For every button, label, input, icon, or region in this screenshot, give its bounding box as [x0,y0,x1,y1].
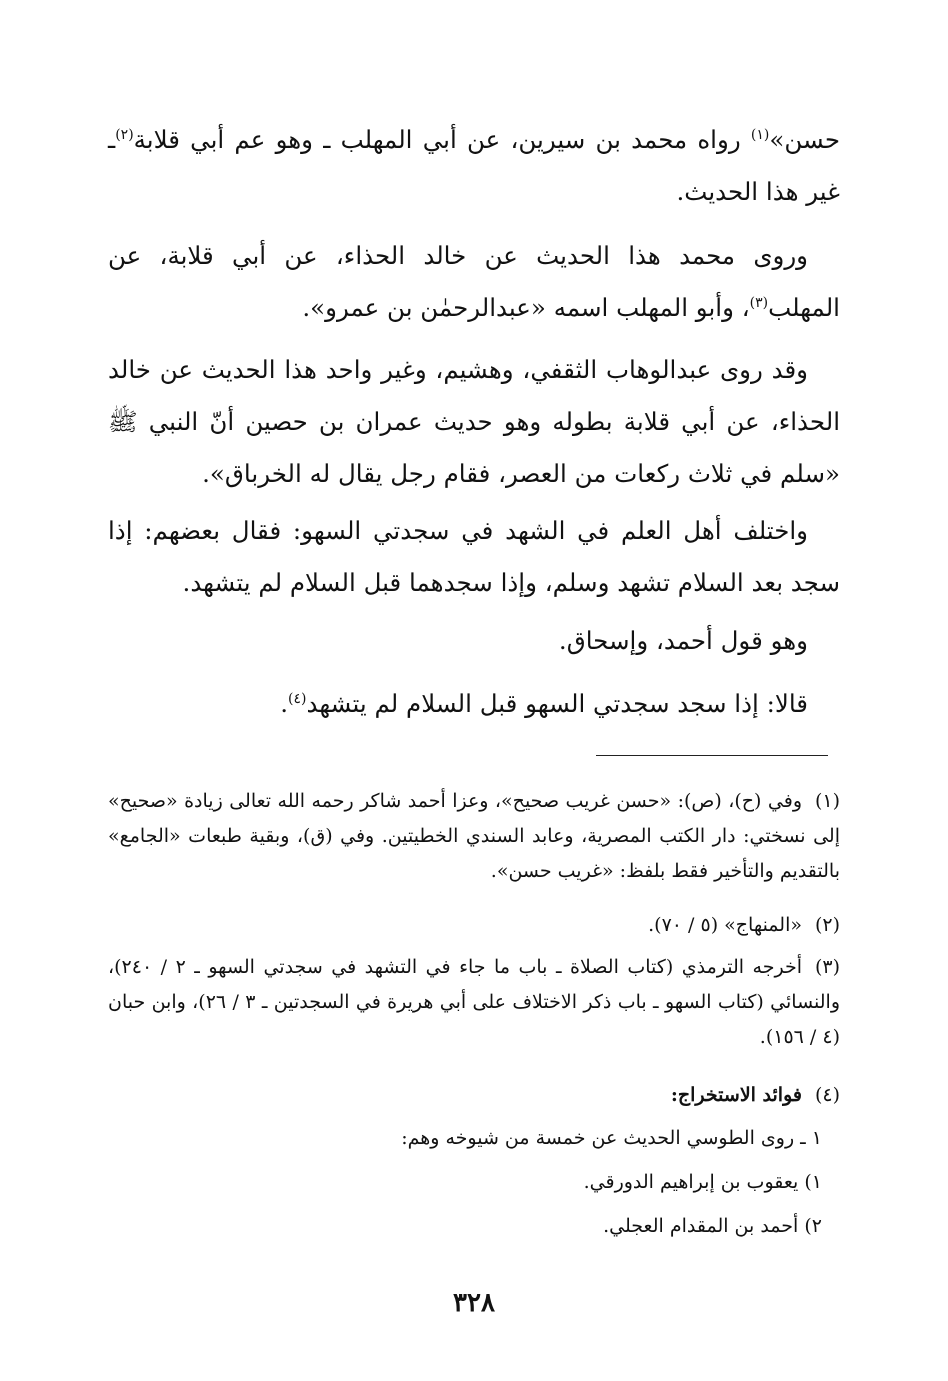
footnote-ref-1: (١) [750,126,770,143]
footnote-ref-2: (٢) [115,126,134,143]
footnote-separator [596,755,828,756]
list-item: ٢) أحمد بن المقدام العجلي. [603,1215,822,1237]
footnote-1-number: (١) [814,790,840,812]
footnote-3 [108,950,840,1055]
paragraph-3 [108,344,840,500]
footnote-1-text: وفي (ح)، (ص): «حسن غريب صحيح»، وعزا أحمد شاكر رحمه الله تعالى زيادة «صحيح» إلى نسختي: دار الكتب المصرية، وعابد السندي الخطيتين. وفي (ق)، وبقية طبعات «الجامع» بالتقديم والتأخير فقط بلفظ: «غريب حسن». [108,790,840,882]
p2-text-start: وروى محمد هذا الحديث عن خالد الحذاء، عن أبي قلابة، عن المهلب [108,241,840,322]
footnote-4-title: فوائد الاستخراج: [670,1084,802,1106]
footnote-4-number: (٤) [814,1084,840,1106]
footnote-ref-4: (٤) [288,690,307,707]
p3-text: وقد روى عبدالوهاب الثقفي، وهشيم، وغير واحد هذا الحديث عن خالد الحذاء، عن أبي قلابة بطوله وهو حديث عمران بن حصين أنّ النبي ﷺ «سلم في ثلاث ركعات من العصر، فقام رجل يقال له الخرباق». [108,355,840,488]
footnote-2-text: «المنهاج» (٥ / ٧٠). [648,914,802,936]
paragraph-6 [108,678,840,730]
p6-text: قالا: إذا سجد سجدتي السهو قبل السلام لم يتشهد [306,689,808,718]
p6-text-end: . [280,689,288,718]
footnote-ref-3: (٣) [749,294,769,311]
p1-text-middle: رواه محمد بن سيرين، عن أبي المهلب ـ وهو عم أبي قلابة [133,125,751,154]
p1-text-start: حسن» [769,125,840,154]
paragraph-1 [108,114,840,218]
paragraph-2 [108,230,840,334]
paragraph-4 [108,505,840,609]
page-number: ٣٢٨ [453,1288,495,1318]
footnote-3-text: أخرجه الترمذي (كتاب الصلاة ـ باب ما جاء في التشهد في سجدتي السهو ـ ٢ / ٢٤٠)، والنسائي (كتاب السهو ـ باب ذكر الاختلاف على أبي هريرة في السجدتين ـ ٣ / ٢٦)، وابن حبان (٤ / ١٥٦). [108,956,840,1048]
footnote-1 [108,784,840,889]
paragraph-5 [108,615,840,667]
p4-text: واختلف أهل العلم في الشهد في سجدتي السهو: فقال بعضهم: إذا سجد بعد السلام تشهد وسلم، وإذا سجدهما قبل السلام لم يتشهد. [108,516,840,597]
footnote-4 [108,1078,840,1113]
footnote-2 [108,908,840,943]
footnote-3-number: (٣) [814,956,840,978]
p2-text-end: ، وأبو المهلب اسمه «عبدالرحمٰن بن عمرو». [302,293,750,322]
footnote-4-list [222,1116,822,1248]
p1-text-end: ـ غير هذا الحديث. [108,125,840,206]
p5-text: وهو قول أحمد، وإسحاق. [558,626,808,655]
footnote-2-number: (٢) [814,914,840,936]
list-item: ١ ـ روى الطوسي الحديث عن خمسة من شيوخه وهم: [401,1127,822,1149]
list-item: ١) يعقوب بن إبراهيم الدورقي. [583,1171,822,1193]
